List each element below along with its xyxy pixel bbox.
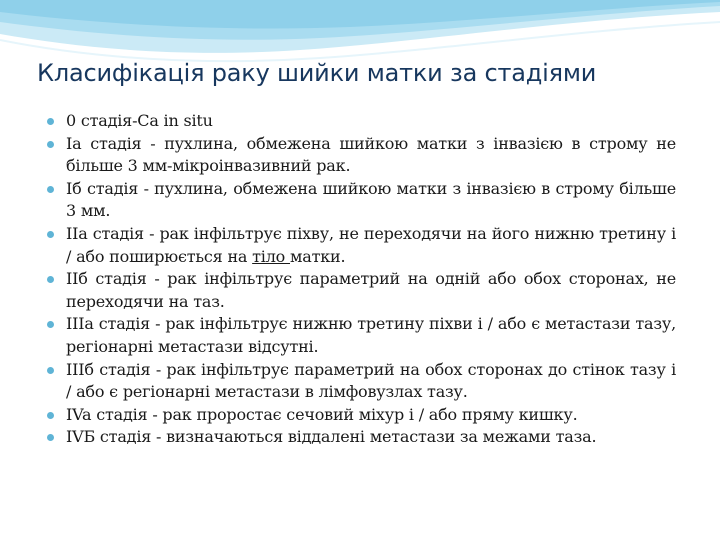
list-item-text-end: матки. xyxy=(290,246,346,266)
bullet-icon xyxy=(47,321,54,328)
list-item xyxy=(66,268,676,313)
list-item xyxy=(66,404,676,427)
list-item-text: 0 стадія-Ca in situ xyxy=(66,111,213,130)
list-item xyxy=(66,313,676,358)
underlined-text: тіло xyxy=(252,246,290,266)
bullet-icon xyxy=(47,412,54,419)
bullet-icon xyxy=(47,276,54,283)
list-item xyxy=(66,110,676,133)
list-item-text: ІІа стадія - рак інфільтрує піхву, не переходячи на його нижню третину і / або поширюється на xyxy=(66,223,676,266)
list-item xyxy=(66,359,676,404)
list-item-text: IVa стадія - рак проростає сечовий міхур і / або пряму кишку. xyxy=(66,404,578,424)
list-item-text: ІІІа стадія - рак інфільтрує нижню третину піхви і / або є метастази тазу, регіонарні метастази відсутні. xyxy=(66,314,676,356)
list-item-text: IVБ стадія - визначаються віддалені метастази за межами таза. xyxy=(66,427,597,447)
bullet-icon xyxy=(47,231,54,238)
bullet-icon xyxy=(47,434,54,441)
list-item-text: Іа стадія - пухлина, обмежена шийкою матки з інвазією в строму не більше 3 мм-мікроінвазивний рак. xyxy=(66,133,676,176)
slide-title: Класифікація раку шийки матки за стадіями xyxy=(37,59,597,87)
bullet-icon xyxy=(47,141,54,148)
bullet-icon xyxy=(47,186,54,193)
list-item-text: Іб стадія - пухлина, обмежена шийкою матки з інвазією в строму більше 3 мм. xyxy=(66,178,676,221)
stage-list xyxy=(66,110,676,449)
list-item xyxy=(66,426,676,449)
list-item xyxy=(66,178,676,223)
list-item xyxy=(66,223,676,268)
bullet-icon xyxy=(47,118,54,125)
list-item-text: ІІІб стадія - рак інфільтрує параметрий на обох сторонах до стінок тазу і / або є регіонарні метастази в лімфовузлах тазу. xyxy=(66,359,676,402)
list-item xyxy=(66,133,676,178)
list-item-text: ІІб стадія - рак інфільтрує параметрий на одній або обох сторонах, не переходячи на таз. xyxy=(66,269,676,311)
bullet-icon xyxy=(47,367,54,374)
